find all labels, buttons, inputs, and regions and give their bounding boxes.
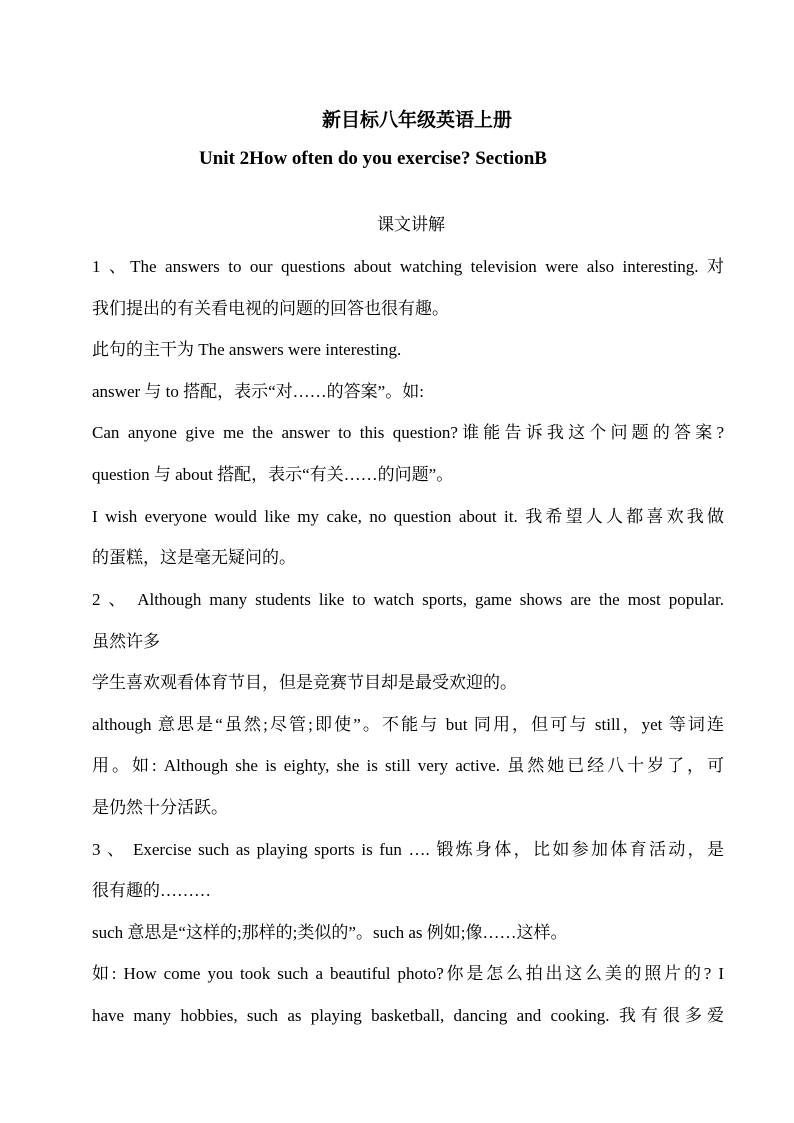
text-line: I wish everyone would like my cake, no question about it. 我希望人人都喜欢我做 xyxy=(92,507,724,526)
text-line: 如: How come you took such a beautiful photo?你是怎么拍出这么美的照片的? I xyxy=(92,964,724,983)
text-line: 3 、 Exercise such as playing sports is fun …. 锻炼身体，比如参加体育活动，是 xyxy=(92,840,724,859)
document-subtitle: Unit 2How often do you exercise? SectionB xyxy=(199,148,547,169)
text-line: 我们提出的有关看电视的问题的回答也很有趣。 xyxy=(92,299,449,318)
text-line: 1 、The answers to our questions about watching television were also interesting. 对 xyxy=(92,257,724,276)
text-line: question 与 about 搭配，表示“有关……的问题”。 xyxy=(92,465,454,484)
text-line: 学生喜欢观看体育节目，但是竞赛节目却是最受欢迎的。 xyxy=(92,673,517,692)
text-line: 用。如: Although she is eighty, she is still very active. 虽然她已经八十岁了，可 xyxy=(92,756,724,775)
text-line: answer 与 to 搭配，表示“对……的答案”。如: xyxy=(92,382,424,401)
text-line: although 意思是“虽然;尽管;即使”。不能与 but 同用，但可与 still，yet 等词连 xyxy=(92,715,724,734)
text-line: have many hobbies, such as playing basketball, dancing and cooking. 我有很多爱 xyxy=(92,1006,724,1025)
text-line: 是仍然十分活跃。 xyxy=(92,798,228,817)
text-line: 2 、 Although many students like to watch sports, game shows are the most popular. xyxy=(92,590,724,609)
text-line: 的蛋糕，这是毫无疑问的。 xyxy=(92,548,296,567)
text-line: 虽然许多 xyxy=(92,632,160,651)
text-line: such 意思是“这样的;那样的;类似的”。such as 例如;像……这样。 xyxy=(92,923,568,942)
section-heading: 课文讲解 xyxy=(377,215,445,234)
text-line: 很有趣的……… xyxy=(92,881,211,900)
text-line: 此句的主干为 The answers were interesting. xyxy=(92,340,402,359)
text-line: Can anyone give me the answer to this question?谁能告诉我这个问题的答案? xyxy=(92,423,724,442)
document-title: 新目标八年级英语上册 xyxy=(321,110,512,131)
